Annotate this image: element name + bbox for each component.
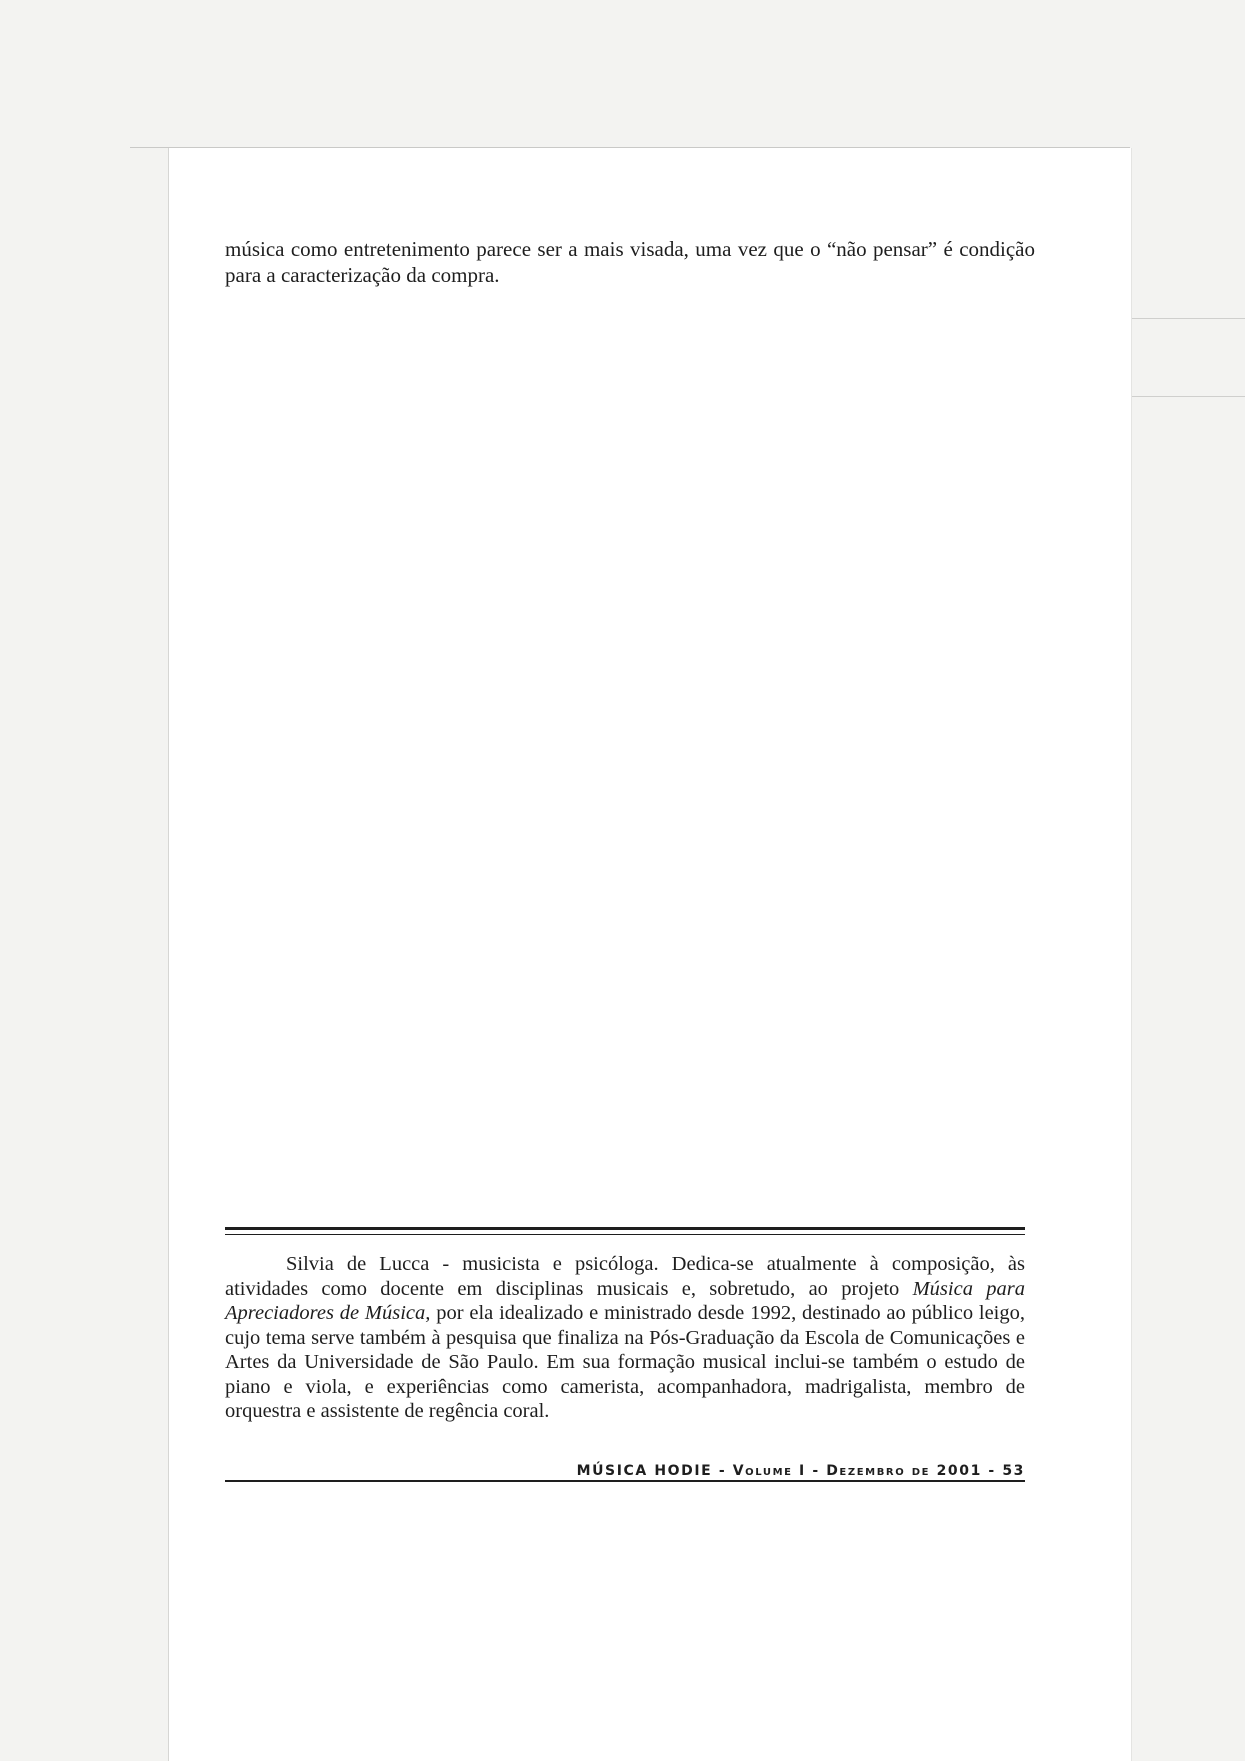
document-page <box>168 148 1132 1761</box>
scan-side-mark <box>1130 318 1245 319</box>
footer-rule <box>225 1480 1025 1482</box>
author-bio <box>225 1252 1025 1424</box>
bio-project-title: Música para Apreciadores de Música, <box>225 1277 1025 1324</box>
bio-separator-thin <box>225 1234 1025 1235</box>
bio-separator-thick <box>225 1227 1025 1230</box>
running-footer: MÚSICA HODIE - Volume I - Dezembro de 2001 - 53 <box>576 1463 1025 1479</box>
page-footer <box>225 1462 1025 1482</box>
body-paragraph: música como entretenimento parece ser a mais visada, uma vez que o “não pensar” é condição para a caracterização da compra. <box>225 237 1035 287</box>
scan-side-mark <box>1130 396 1245 397</box>
bio-lead: Silvia de Lucca - musicista e psicóloga. Dedica-se atualmente à composição, às atividades como docente em disciplinas musicais e, sobretudo, ao projeto <box>225 1253 1025 1300</box>
bio-rest: por ela idealizado e ministrado desde 1992, destinado ao público leigo, cujo tema serve também à pesquisa que finaliza na Pós-Graduação da Escola de Comunicações e Artes da Universidade de São Paulo. Em sua formação musical inclui-se também o estudo de piano e viola, e experiências como camerista, acompanhadora, madrigalista, membro de orquestra e assistente de regência coral. <box>225 1302 1026 1422</box>
